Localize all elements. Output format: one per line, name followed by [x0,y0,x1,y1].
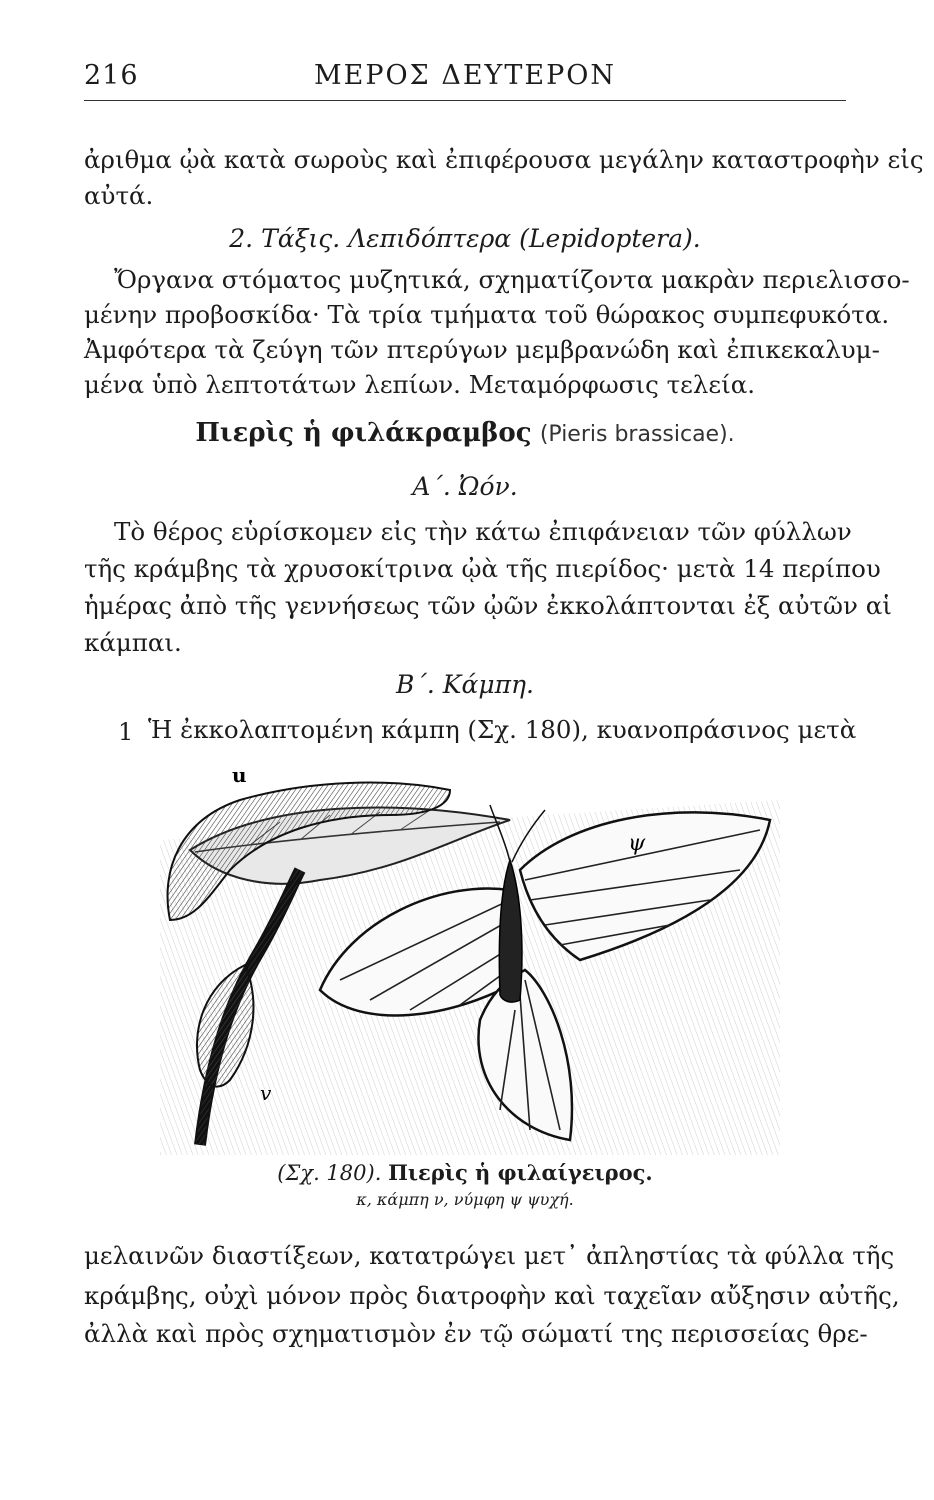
text-line: ἀριθμα ᾠὰ κατὰ σωροὺς καὶ ἐπιφέρουσα μεγάλην καταστροφὴν εἰς [84,145,924,174]
text-line: Ἀμφότερα τὰ ζεύγη τῶν πτερύγων μεμβρανώδη καὶ ἐπικεκαλυμ- [84,335,880,364]
section-heading: 2. Τάξις. Λεπιδόπτερα (Lepidoptera). [229,224,701,253]
text-line: κάμπαι. [84,628,182,657]
text-line: μένα ὑπὸ λεπτοτάτων λεπίων. Μεταμόρφωσις τελεία. [84,370,756,399]
text-line: τῆς κράμβης τὰ χρυσοκίτρινα ᾠὰ τῆς πιερίδος· μετὰ 14 περίπου [84,554,881,583]
caption-title: Πιερὶς ἡ φιλαίγειρος. [388,1160,653,1185]
species-heading [84,420,846,446]
header-rule [84,100,846,101]
label-u: u [232,763,247,787]
figure-caption [84,1160,846,1185]
text-line: αὐτά. [84,181,154,210]
line-number: 1 [118,718,134,746]
species-name-latin: (Pieris brassicae). [539,422,735,447]
caption-ref: (Σχ. 180). [277,1161,382,1185]
text-line: Τὸ θέρος εὑρίσκομεν εἰς τὴν κάτω ἐπιφάνειαν τῶν φύλλων [114,517,852,546]
figure-legend: κ, κάμπη ν, νύμφη ψ ψυχή. [356,1190,574,1209]
butterfly-illustration [150,760,790,1155]
text-line: κράμβης, οὐχὶ μόνον πρὸς διατροφὴν καὶ ταχεῖαν αὔξησιν αὐτῆς, [84,1281,900,1310]
subheading-caterpillar: Β΄. Κάμπη. [396,670,534,699]
text-line: μένην προβοσκίδα· Τὰ τρία τμήματα τοῦ θώρακος συμπεφυκότα. [84,300,890,329]
text-line: Ὄργανα στόματος μυζητικά, σχηματίζοντα μακρὰν περιελισσο- [114,265,910,294]
text-line: Ἡ ἐκκολαπτομένη κάμπη (Σχ. 180), κυανοπράσινος μετὰ [148,715,857,744]
page-header [84,60,846,96]
label-v: v [260,1081,272,1105]
text-line: μελαινῶν διαστίξεων, κατατρώγει μετ᾽ ἀπληστίας τὰ φύλλα τῆς [84,1241,895,1270]
subheading-egg: Α΄. Ὠόν. [412,472,518,501]
text-line: ἡμέρας ἀπὸ τῆς γεννήσεως τῶν ᾠῶν ἐκκολάπτονται ἐξ αὐτῶν αἱ [84,591,892,620]
page-number: 216 [84,60,139,91]
figure-pieris [150,760,790,1155]
label-psi: ψ [628,831,646,856]
running-head: ΜΕΡΟΣ ΔΕΥΤΕΡΟΝ [313,60,616,91]
species-name-greek: Πιερὶς ἡ φιλάκραμβος [195,418,532,448]
text-line: ἀλλὰ καὶ πρὸς σχηματισμὸν ἐν τῷ σώματί της περισσείας θρε- [84,1319,868,1348]
